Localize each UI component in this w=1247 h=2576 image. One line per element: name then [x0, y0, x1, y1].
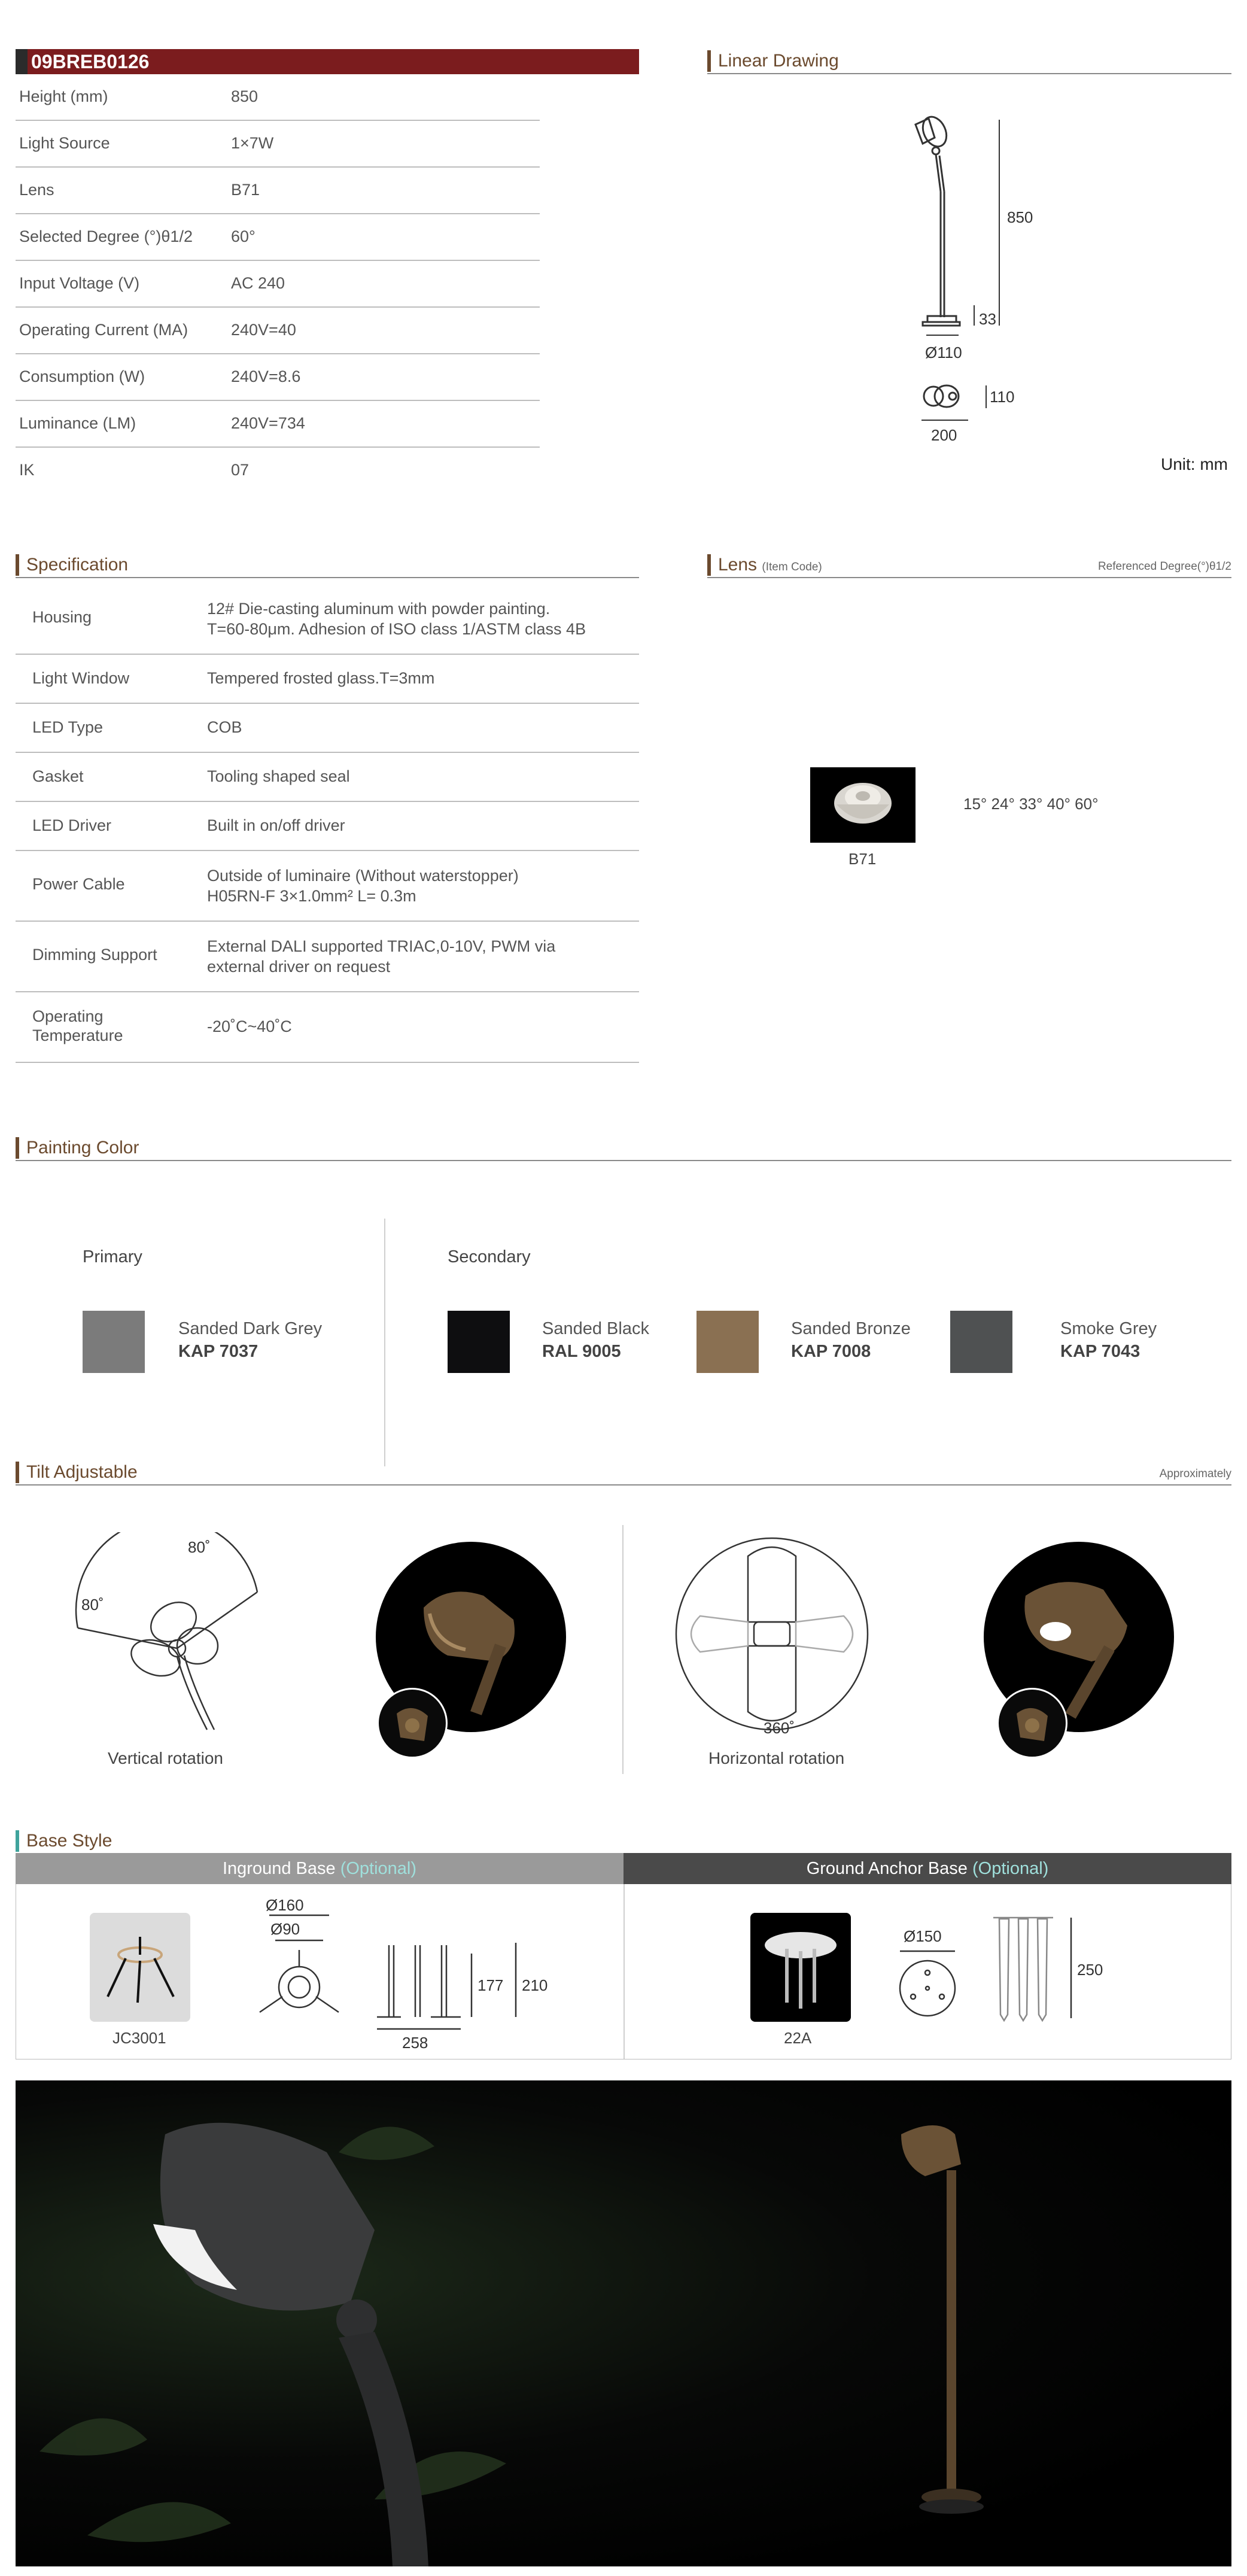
approx-label: Approximately: [1159, 1468, 1231, 1480]
spec-value: Tempered frosted glass.T=3mm: [207, 669, 435, 687]
param-label: Luminance (LM): [19, 414, 136, 432]
param-row: [16, 308, 540, 354]
spec-value: -20˚C~40˚C: [207, 1017, 292, 1035]
vertical-rotation-caption: Vertical rotation: [108, 1749, 223, 1767]
swatch-sanded-dark-grey: [83, 1311, 145, 1373]
horizontal-detail-photo: [997, 1688, 1067, 1758]
spec-row: [16, 802, 639, 851]
spec-label: Operating Temperature: [32, 1007, 123, 1044]
dim-anchor-d: Ø150: [904, 1927, 942, 1945]
param-row: [16, 401, 540, 448]
unit-label: Unit: mm: [1161, 455, 1228, 473]
spec-row: [16, 922, 639, 992]
color-code: KAP 7037: [178, 1342, 258, 1361]
spec-row: [16, 851, 639, 922]
params-table: [16, 74, 540, 493]
param-label: Selected Degree (°)θ1/2: [19, 227, 193, 245]
param-label: Height (mm): [19, 87, 108, 105]
param-value: 07: [231, 461, 250, 479]
product-code-bar: [16, 49, 639, 74]
spec-line: T=60-80μm. Adhesion of ISO class 1/ASTM class 4B: [207, 620, 586, 638]
inground-item: JC3001: [112, 2029, 166, 2047]
painting-divider: [384, 1219, 385, 1466]
color-name: Smoke Grey: [1060, 1319, 1157, 1338]
dim-inground-outer: Ø160: [266, 1896, 304, 1914]
param-label: IK: [19, 461, 35, 479]
tilt-angle-left: 80˚: [81, 1596, 104, 1614]
dim-anchor-h: 250: [1077, 1961, 1103, 1979]
detail-knob-icon: [379, 1690, 446, 1757]
anchor-item: 22A: [784, 2029, 812, 2047]
secondary-label: Secondary: [448, 1247, 531, 1266]
param-row: [16, 448, 540, 493]
optional-label: (Optional): [972, 1859, 1049, 1878]
spec-label: Power Cable: [32, 875, 125, 893]
inground-side-view-icon: [365, 1939, 533, 2035]
param-row: [16, 261, 540, 308]
spec-value: [207, 936, 555, 977]
horizontal-rotation-icon: [670, 1532, 874, 1736]
spec-line: H05RN-F 3×1.0mm² L= 0.3m: [207, 887, 416, 905]
spec-value: Tooling shaped seal: [207, 767, 350, 785]
section-accent: [16, 1830, 19, 1852]
param-row: [16, 168, 540, 214]
product-code: 09BREB0126: [31, 51, 150, 72]
param-label: Operating Current (MA): [19, 321, 188, 339]
dim-base-height: 33: [979, 310, 996, 328]
spec-label: Gasket: [32, 767, 84, 785]
base-divider: [624, 1884, 625, 2059]
jc3001-image: [90, 1913, 190, 2022]
section-title: [718, 554, 822, 578]
dim-height: 850: [1007, 208, 1033, 226]
painting-color-header: [16, 1136, 1231, 1161]
tilt-divider: [622, 1525, 624, 1774]
section-title: Painting Color: [26, 1138, 139, 1158]
inground-base-header: [16, 1853, 624, 1884]
section-accent: [16, 1137, 19, 1159]
spec-label: Housing: [32, 608, 92, 626]
anchor-base-icon: [750, 1913, 851, 2022]
section-title: Linear Drawing: [718, 51, 839, 71]
param-value: 240V=8.6: [231, 367, 301, 385]
spec-value: COB: [207, 718, 242, 736]
optional-label: (Optional): [340, 1859, 417, 1878]
dim-inground-w: 258: [402, 2034, 428, 2052]
param-row: [16, 121, 540, 168]
lens-degrees: 15° 24° 33° 40° 60°: [963, 795, 1099, 813]
param-label: Consumption (W): [19, 367, 145, 385]
detail-knob-icon: [999, 1690, 1066, 1757]
color-name: Sanded Black: [542, 1319, 649, 1338]
dim-head-w: 200: [931, 426, 957, 444]
anchor-top-view-icon: [892, 1949, 963, 2021]
spec-label: Light Window: [32, 669, 130, 687]
param-row: [16, 354, 540, 401]
tilt-adjustable-header: [16, 1460, 1231, 1486]
color-code: KAP 7043: [1060, 1342, 1140, 1361]
anchor-side-view-icon: [987, 1913, 1083, 2033]
spec-row: [16, 753, 639, 802]
spec-table: [16, 584, 639, 1063]
spec-row: [16, 992, 639, 1063]
swatch-smoke-grey: [950, 1311, 1012, 1373]
color-name: Sanded Dark Grey: [178, 1319, 323, 1338]
lens-degree-label: Referenced Degree(°)θ1/2: [1097, 560, 1231, 573]
vertical-rotation-icon: [66, 1532, 269, 1736]
section-title: Specification: [26, 555, 129, 575]
tilt-angle-top: 80˚: [188, 1538, 211, 1556]
param-value: 850: [231, 87, 258, 105]
dim-inground-inner: Ø90: [270, 1920, 300, 1938]
lens-header: [707, 553, 1231, 578]
param-value: 240V=734: [231, 414, 305, 432]
product-photo-icon: [16, 2080, 1231, 2566]
spec-label: Dimming Support: [32, 946, 157, 964]
dim-base-dia: Ø110: [925, 344, 962, 362]
spec-value: Built in on/off driver: [207, 816, 345, 834]
anchor-base-label: Ground Anchor Base: [806, 1859, 968, 1878]
param-value: B71: [231, 181, 260, 199]
lens-item: B71: [848, 850, 877, 868]
lens-subtitle: (Item Code): [762, 561, 822, 573]
param-value: 240V=40: [231, 321, 296, 339]
section-accent: [16, 1462, 19, 1483]
dim-inground-h2: 210: [522, 1976, 548, 1994]
spec-row: [16, 704, 639, 753]
spec-line: External DALI supported TRIAC,0-10V, PWM via: [207, 937, 556, 955]
lens-image: [810, 767, 916, 843]
inground-top-view-icon: [251, 1913, 347, 2033]
spec-row: [16, 584, 639, 655]
lens-icon: [810, 767, 916, 843]
spec-value: [207, 599, 586, 639]
spec-label: LED Type: [32, 718, 104, 736]
ground-anchor-base-header: [624, 1853, 1231, 1884]
param-row: [16, 74, 540, 121]
color-code: KAP 7008: [791, 1342, 871, 1361]
vertical-detail-photo: [377, 1688, 448, 1758]
section-accent: [707, 554, 711, 576]
dim-head-h: 110: [990, 388, 1015, 406]
code-bar-accent: [16, 49, 28, 74]
lens-title: Lens: [718, 555, 758, 575]
swatch-sanded-black: [448, 1311, 510, 1373]
inground-base-icon: [90, 1913, 190, 2022]
spec-value: [207, 865, 519, 906]
spec-label: LED Driver: [32, 816, 112, 834]
base-style-header: [16, 1829, 1231, 1853]
horizontal-rotation-caption: Horizontal rotation: [708, 1749, 845, 1767]
color-name: Sanded Bronze: [791, 1319, 911, 1338]
section-title: Base Style: [26, 1831, 112, 1851]
spec-line: 12# Die-casting aluminum with powder painting.: [207, 600, 550, 618]
param-value: 60°: [231, 227, 256, 245]
param-value: 1×7W: [231, 134, 274, 152]
section-accent: [707, 50, 711, 72]
color-code: RAL 9005: [542, 1342, 621, 1361]
spec-row: [16, 655, 639, 704]
param-label: Light Source: [19, 134, 110, 152]
specification-header: [16, 553, 639, 578]
inground-base-label: Inground Base: [222, 1859, 336, 1878]
spec-line: Outside of luminaire (Without waterstopper): [207, 867, 519, 885]
section-accent: [16, 554, 19, 576]
primary-label: Primary: [83, 1247, 142, 1266]
product-photo: [16, 2080, 1231, 2566]
swatch-sanded-bronze: [697, 1311, 759, 1373]
22a-image: [750, 1913, 851, 2022]
dim-inground-h1: 177: [477, 1976, 504, 1994]
spec-line: external driver on request: [207, 958, 391, 976]
param-value: AC 240: [231, 274, 285, 292]
rotation-angle: 360˚: [764, 1719, 795, 1737]
param-label: Lens: [19, 181, 54, 199]
linear-drawing-icon: [898, 114, 1053, 461]
param-label: Input Voltage (V): [19, 274, 140, 292]
linear-drawing-header: [707, 49, 1231, 74]
param-row: [16, 214, 540, 261]
section-title: Tilt Adjustable: [26, 1462, 138, 1482]
